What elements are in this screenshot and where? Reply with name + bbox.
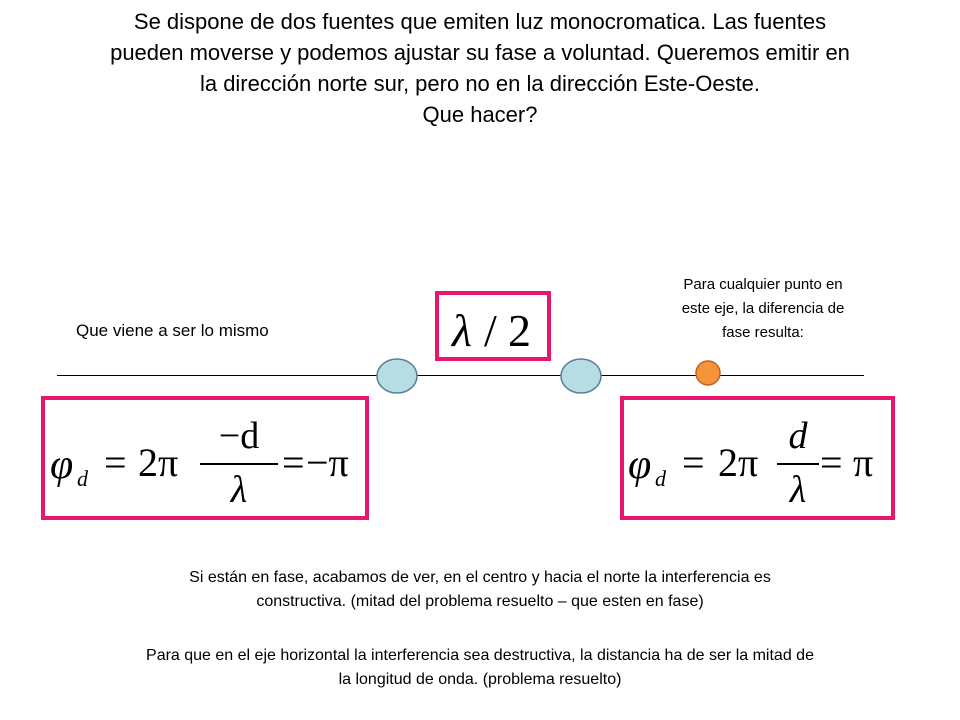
phi-symbol: φ <box>50 442 74 488</box>
equals-sign: = <box>104 440 127 485</box>
equals-sign: = <box>282 440 305 485</box>
axis-note-line: este eje, la diferencia de <box>681 300 845 317</box>
axis-note-line: Para cualquier punto en <box>683 276 843 293</box>
problem-question: Que hacer? <box>422 102 538 127</box>
equals-sign: = <box>820 440 843 485</box>
axis-note-line: fase resulta: <box>722 324 804 341</box>
slash-symbol: / <box>484 305 497 356</box>
note-line: constructiva. (mitad del problema resuelto – que esten en fase) <box>256 593 704 610</box>
two-pi-term: 2π <box>138 440 179 485</box>
fraction-denominator: λ <box>230 469 248 511</box>
result-value: −π <box>306 440 349 485</box>
problem-line: la dirección norte sur, pero no en la dirección Este-Oeste. <box>199 71 761 96</box>
fraction-denominator: λ <box>789 469 807 511</box>
fraction-numerator: −d <box>218 415 260 457</box>
source-right <box>561 359 601 393</box>
note-line: la longitud de onda. (problema resuelto) <box>338 671 622 688</box>
two-value: 2 <box>508 305 531 356</box>
phi-subscript: d <box>77 466 88 491</box>
phi-symbol: φ <box>628 442 652 488</box>
separation-formula <box>450 305 531 356</box>
phi-subscript: d <box>655 466 666 491</box>
in-phase-note <box>40 566 920 614</box>
same-thing-label: Que viene a ser lo mismo <box>76 321 269 340</box>
destructive-note <box>0 644 960 692</box>
note-line: Si están en fase, acabamos de ver, en el centro y hacia el norte la interferencia es <box>189 569 771 586</box>
two-pi-term: 2π <box>718 440 759 485</box>
note-line: Para que en el eje horizontal la interferencia sea destructiva, la distancia ha de ser la mitad de <box>146 647 814 664</box>
source-left <box>377 359 417 393</box>
result-value: π <box>853 440 874 485</box>
equals-sign: = <box>682 440 705 485</box>
fraction-numerator: d <box>788 415 808 457</box>
problem-line: Se dispone de dos fuentes que emiten luz monocromatica. Las fuentes <box>133 9 827 34</box>
problem-line: pueden moverse y podemos ajustar su fase a voluntad. Queremos emitir en <box>110 40 850 65</box>
lambda-symbol: λ <box>452 305 472 356</box>
observation-point <box>696 361 720 385</box>
